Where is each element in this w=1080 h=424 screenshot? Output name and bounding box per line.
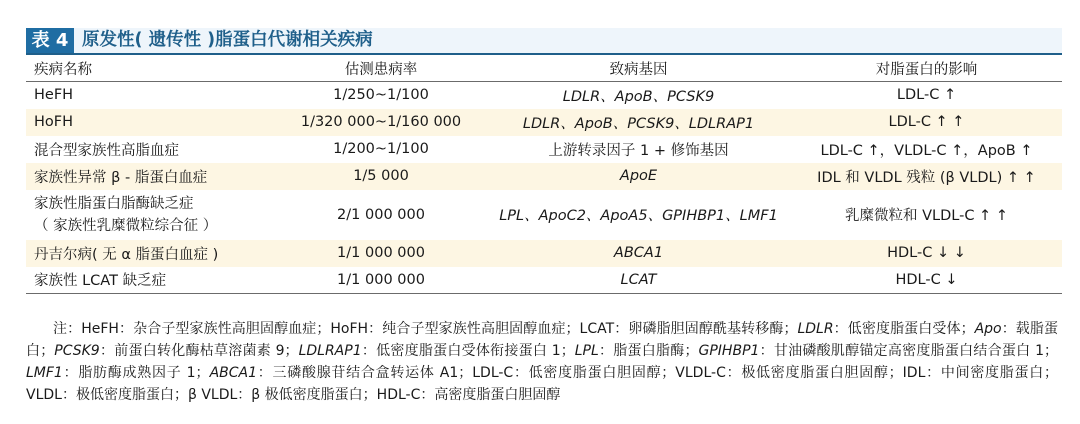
prevalence-cell: 1/250~1/100 [333, 87, 429, 104]
genes-cell: LPL、ApoC2、ApoA5、GPIHBP1、LMF1 [499, 208, 778, 224]
disease-name-cell: HoFH [26, 109, 276, 136]
disease-name-cell: HeFH [34, 87, 74, 104]
disease-name-cell: 混合型家族性高脂血症 [34, 142, 179, 159]
table-row [26, 163, 1062, 190]
disease-name-line-1: 家族性脂蛋白脂酶缺乏症 [34, 195, 194, 212]
column-header-prevalence: 估测患病率 [276, 55, 486, 82]
table-row [26, 190, 1062, 240]
genes-cell: ABCA1 [486, 240, 791, 267]
footnote-text: ：脂蛋白脂酶； [598, 343, 699, 359]
table-title-bar [26, 28, 1062, 55]
footnote-abbreviation: LPL [574, 343, 599, 359]
disease-name-cell: 家族性 LCAT 缺乏症 [26, 267, 276, 294]
effect-cell: LDL-C ↑ ↑ [791, 109, 1062, 136]
prevalence-cell: 2/1 000 000 [337, 206, 425, 223]
footnote-text: ：低密度脂蛋白受体衔接蛋白 1； [361, 343, 575, 359]
prevalence-cell: 1/5 000 [276, 163, 486, 190]
effect-cell: HDL-C ↓ ↓ [791, 240, 1062, 267]
footnote-abbreviation: PCSK9 [54, 343, 100, 359]
table-title: 原发性( 遗传性 )脂蛋白代谢相关疾病 [82, 30, 373, 50]
disease-name-line-2: （ 家族性乳糜微粒综合征 ） [34, 217, 218, 234]
footnote-abbreviation: LMF1 [26, 365, 63, 381]
footnote-abbreviation: LDLR [797, 321, 834, 337]
table-row [26, 136, 1062, 163]
table-row [26, 267, 1062, 294]
genes-cell: LCAT [486, 267, 791, 294]
table-footnote [26, 318, 1058, 406]
genes-cell: 上游转录因子 1 + 修饰基因 [548, 142, 729, 159]
column-header-disease: 疾病名称 [26, 55, 276, 82]
prevalence-cell: 1/1 000 000 [276, 267, 486, 294]
disease-name-cell [26, 190, 276, 240]
table-row [26, 240, 1062, 267]
effect-cell: HDL-C ↓ [791, 267, 1062, 294]
column-header-genes: 致病基因 [486, 55, 791, 82]
table-row [26, 82, 1062, 109]
table-number-label: 表 4 [26, 28, 74, 53]
footnote-text: ：前蛋白转化酶枯草溶菌素 9； [99, 343, 299, 359]
footnote-text: 注：HeFH：杂合子型家族性高胆固醇血症；HoFH：纯合子型家族性高胆固醇血症；LCAT：卵磷脂胆固醇酰基转移酶； [53, 321, 798, 337]
disease-name-cell: 家族性异常 β - 脂蛋白血症 [26, 163, 276, 190]
prevalence-cell: 1/200~1/100 [333, 141, 429, 157]
column-header-effect: 对脂蛋白的影响 [791, 55, 1062, 82]
footnote-text: ：低密度脂蛋白受体； [833, 321, 975, 337]
footnote-abbreviation: Apo [974, 321, 1002, 337]
effect-cell: LDL-C ↑ [896, 87, 957, 104]
prevalence-cell: 1/1 000 000 [276, 240, 486, 267]
footnote-abbreviation: ABCA1 [209, 365, 258, 381]
footnote-text: ：三磷酸腺苷结合盒转运体 A1；LDL-C：低密度脂蛋白胆固醇；VLDL-C：极低密度脂蛋白胆固醇；IDL：中间密度脂蛋白；VLDL：极低密度脂蛋白；β VLDL：β 极低密度脂蛋白；HDL-C：高密度脂蛋白胆固醇 [26, 365, 1059, 403]
genes-cell: LDLR、ApoB、PCSK9、LDLRAP1 [486, 109, 791, 136]
table-row [26, 109, 1062, 136]
genes-cell: LDLR、ApoB、PCSK9 [562, 88, 715, 105]
footnote-text: ：脂肪酶成熟因子 1； [62, 365, 210, 381]
prevalence-cell: 1/320 000~1/160 000 [276, 109, 486, 136]
disease-table [26, 55, 1062, 294]
genes-cell: ApoE [486, 163, 791, 190]
footnote-abbreviation: LDLRAP1 [298, 343, 362, 359]
effect-cell: IDL 和 VLDL 残粒 (β VLDL) ↑ ↑ [791, 163, 1062, 190]
disease-name-cell: 丹吉尔病( 无 α 脂蛋白血症 ) [26, 240, 276, 267]
footnote-abbreviation: GPIHBP1 [698, 343, 760, 359]
footnote-text: ：甘油磷酸肌醇锚定高密度脂蛋白结合蛋白 1； [759, 343, 1059, 359]
effect-cell: 乳糜微粒和 VLDL-C ↑ ↑ [845, 208, 1008, 224]
footnote-text: ：载脂蛋白； [26, 321, 1059, 359]
table-header-row [26, 55, 1062, 82]
effect-cell: LDL-C ↑，VLDL-C ↑，ApoB ↑ [820, 142, 1033, 159]
